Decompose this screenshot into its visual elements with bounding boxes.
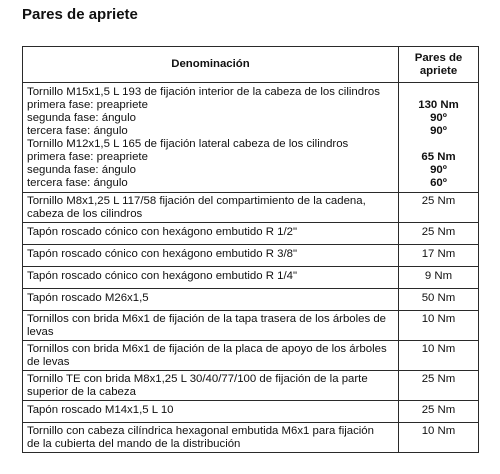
row-description <box>23 341 399 371</box>
row-description <box>23 401 399 423</box>
row-line: de levas <box>27 356 70 368</box>
row-description <box>23 245 399 267</box>
table-header-row <box>23 47 479 83</box>
row-line: segunda fase: ángulo <box>27 164 136 176</box>
row-value: 10 Nm <box>399 423 479 453</box>
table-row <box>23 423 479 453</box>
row-description <box>23 311 399 341</box>
row-value: 10 Nm <box>399 311 479 341</box>
row-line: tercera fase: ángulo <box>27 177 128 189</box>
row-value: 10 Nm <box>399 341 479 371</box>
row-line: de la cubierta del mando de la distribución <box>27 438 241 450</box>
table-row <box>23 341 479 371</box>
row-value: 25 Nm <box>399 371 479 401</box>
row-line: tercera fase: ángulo <box>27 125 128 137</box>
torque-table <box>22 46 479 453</box>
table-row <box>23 401 479 423</box>
row-value-line: 130 Nm <box>418 99 459 111</box>
row-line: Tornillo TE con brida M8x1,25 L 30/40/77/100 de fijación de la parte <box>27 373 368 385</box>
row-line: Tapón roscado cónico con hexágono embutido R 3/8" <box>27 248 298 260</box>
table-row <box>23 245 479 267</box>
row-value-line <box>403 86 474 99</box>
row-value: 25 Nm <box>399 223 479 245</box>
table-row <box>23 223 479 245</box>
table-row <box>23 83 479 193</box>
table-row <box>23 267 479 289</box>
row-value-line: 90º <box>430 112 447 124</box>
row-description <box>23 193 399 223</box>
row-line: primera fase: preapriete <box>27 151 148 163</box>
row-value-line: 90º <box>430 164 447 176</box>
row-line: Tapón roscado cónico con hexágono embutido R 1/4" <box>27 270 298 282</box>
row-value: 25 Nm <box>399 401 479 423</box>
row-line: Tornillos con brida M6x1 de fijación de la placa de apoyo de los árboles <box>27 343 387 355</box>
row-description <box>23 289 399 311</box>
header-description: Denominación <box>23 47 399 83</box>
row-line: levas <box>27 326 54 338</box>
row-value-line: 90º <box>430 125 447 137</box>
row-value: 25 Nm <box>399 193 479 223</box>
row-description <box>23 267 399 289</box>
header-value: Pares de apriete <box>399 47 479 83</box>
table-row <box>23 311 479 341</box>
row-description <box>23 371 399 401</box>
row-value <box>399 83 479 193</box>
row-line: Tapón roscado cónico con hexágono embutido R 1/2" <box>27 226 298 238</box>
row-line: superior de la cabeza <box>27 386 136 398</box>
row-value: 9 Nm <box>399 267 479 289</box>
row-value: 17 Nm <box>399 245 479 267</box>
page-title: Pares de apriete <box>22 6 138 23</box>
row-description <box>23 83 399 193</box>
row-line: Tornillo con cabeza cilíndrica hexagonal embutida M6x1 para fijación <box>27 425 374 437</box>
table-row <box>23 193 479 223</box>
row-line: Tapón roscado M26x1,5 <box>27 292 149 304</box>
row-line: Tornillo M15x1,5 L 193 de fijación interior de la cabeza de los cilindros <box>27 86 380 98</box>
row-value-line: 60º <box>430 177 447 189</box>
row-description <box>23 423 399 453</box>
row-value-line <box>403 138 474 151</box>
row-line: Tornillos con brida M6x1 de fijación de la tapa trasera de los árboles de <box>27 313 387 325</box>
row-description <box>23 223 399 245</box>
row-line: Tornillo M12x1,5 L 165 de fijación lateral cabeza de los cilindros <box>27 138 349 150</box>
row-line: cabeza de los cilindros <box>27 208 143 220</box>
table-row <box>23 371 479 401</box>
table-row <box>23 289 479 311</box>
row-line: primera fase: preapriete <box>27 99 148 111</box>
row-line: segunda fase: ángulo <box>27 112 136 124</box>
row-line: Tornillo M8x1,25 L 117/58 fijación del compartimiento de la cadena, <box>27 195 366 207</box>
row-value-line: 65 Nm <box>421 151 456 163</box>
row-value: 50 Nm <box>399 289 479 311</box>
row-line: Tapón roscado M14x1,5 L 10 <box>27 404 174 416</box>
